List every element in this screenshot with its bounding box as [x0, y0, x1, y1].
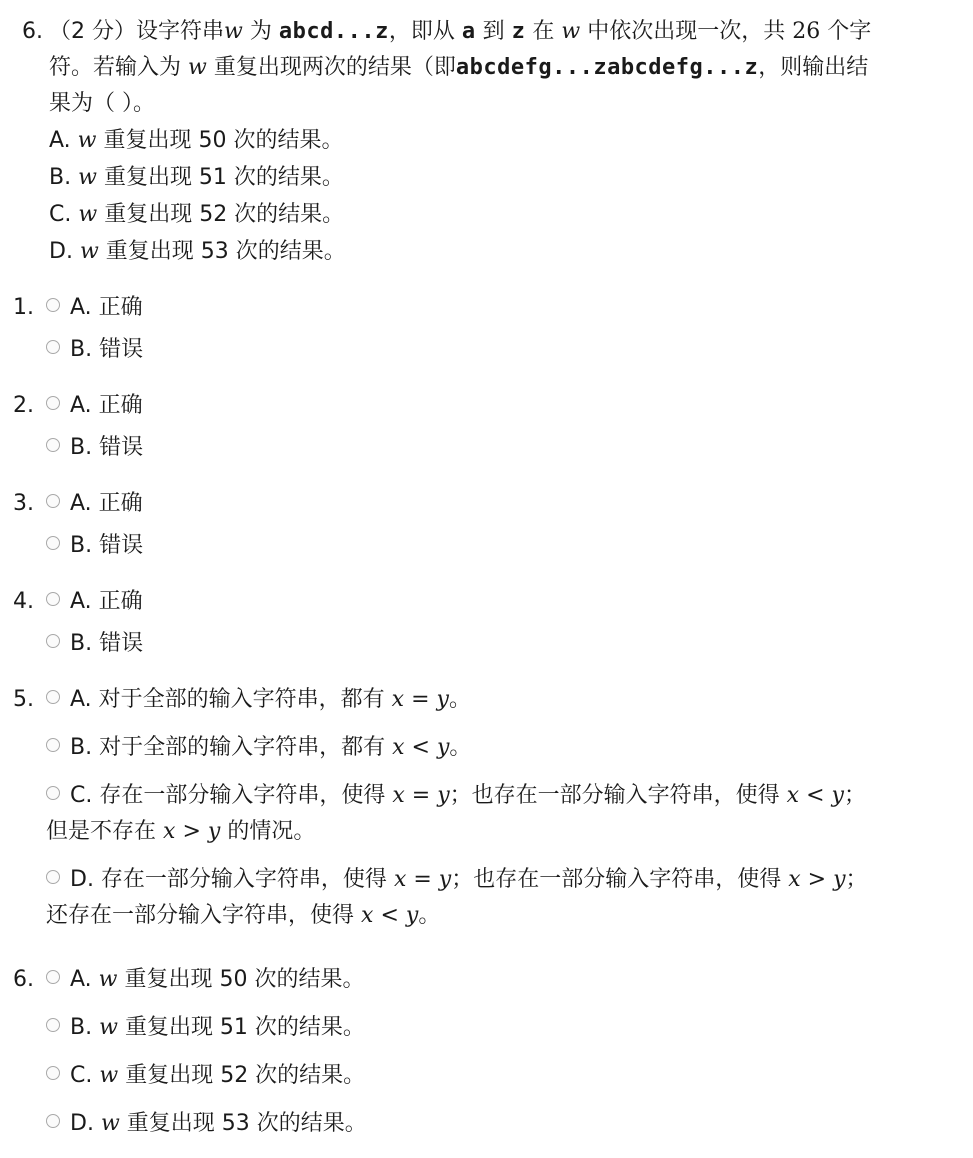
radio-button[interactable]	[46, 1018, 60, 1032]
option-text: 重复出现 52 次的结果。	[104, 202, 345, 227]
option-letter: D.	[70, 1111, 94, 1136]
math-var: y	[437, 783, 450, 808]
math-var: y	[833, 867, 846, 892]
answer-4-option-b[interactable]	[13, 626, 963, 662]
question-text: 符。若输入为	[49, 55, 182, 80]
radio-button[interactable]	[46, 592, 60, 606]
radio-button[interactable]	[46, 970, 60, 984]
answer-5-option-a[interactable]	[13, 682, 963, 718]
answer-6-option-d[interactable]	[13, 1106, 963, 1142]
math-var: w	[188, 55, 207, 80]
math-op: =	[411, 687, 430, 712]
math-var: x	[163, 819, 176, 844]
math-var: y	[831, 783, 844, 808]
option-label: 还存在一部分输入字符串，使得	[46, 903, 355, 928]
math-var: x	[392, 783, 405, 808]
option-letter: C.	[49, 202, 72, 227]
option-label: A. 正确	[70, 393, 143, 418]
math-var: w	[561, 19, 581, 44]
option-text: 重复出现 51 次的结果。	[103, 165, 344, 190]
question-text: 在	[532, 19, 555, 44]
answer-number: 1.	[13, 295, 34, 320]
radio-button[interactable]	[46, 634, 60, 648]
radio-button[interactable]	[46, 690, 60, 704]
option-text: 重复出现 53 次的结果。	[105, 239, 346, 264]
math-var: y	[207, 819, 221, 844]
answer-5-option-c[interactable]	[13, 778, 963, 850]
radio-button[interactable]	[46, 298, 60, 312]
option-label: D. 存在一部分输入字符串，使得	[70, 867, 387, 892]
question-text: 为	[249, 19, 272, 44]
code-text: abcdefg...zabcdefg...z	[455, 55, 759, 80]
math-var: y	[436, 735, 450, 760]
code-text: a	[461, 19, 476, 44]
math-var: w	[78, 202, 98, 227]
option-label: B. 错误	[70, 533, 144, 558]
math-var: x	[392, 735, 405, 760]
option-text: 重复出现 51 次的结果。	[124, 1015, 365, 1040]
answer-2-option-a[interactable]	[13, 388, 963, 424]
answer-4-option-a[interactable]	[13, 584, 963, 620]
question-number: 6.	[22, 19, 43, 44]
math-var: w	[78, 165, 97, 190]
option-letter: D.	[49, 239, 73, 264]
radio-button[interactable]	[46, 738, 60, 752]
punct: 。	[448, 687, 471, 712]
math-var: w	[99, 1063, 119, 1088]
option-label: A. 正确	[70, 491, 143, 516]
question-6	[22, 14, 962, 270]
answer-1-option-a[interactable]	[13, 290, 963, 326]
option-label: A. 正确	[70, 589, 143, 614]
answer-6-option-a[interactable]	[13, 962, 963, 998]
answer-1-option-b[interactable]	[13, 332, 963, 368]
question-option-d	[49, 233, 962, 270]
question-options	[22, 122, 962, 270]
option-text: 重复出现 50 次的结果。	[124, 967, 365, 992]
math-var: y	[405, 903, 419, 928]
radio-button[interactable]	[46, 396, 60, 410]
option-label: C. 存在一部分输入字符串，使得	[70, 783, 386, 808]
answer-number: 4.	[13, 589, 34, 614]
answer-number: 3.	[13, 491, 34, 516]
option-label: B. 错误	[70, 435, 144, 460]
radio-button[interactable]	[46, 340, 60, 354]
math-number: 26	[792, 19, 821, 44]
math-var: w	[77, 128, 97, 153]
question-text: 个字	[827, 19, 872, 44]
answer-6-option-b[interactable]	[13, 1010, 963, 1046]
math-var: x	[393, 867, 407, 892]
answer-6-option-c[interactable]	[13, 1058, 963, 1094]
option-label: ；也存在一部分输入字符串，使得	[451, 867, 782, 892]
question-line-2	[22, 50, 962, 86]
question-line-3: 果为（ ）。	[49, 91, 155, 116]
math-var: x	[361, 903, 374, 928]
radio-button[interactable]	[46, 870, 60, 884]
option-letter: A.	[70, 967, 92, 992]
math-var: w	[98, 967, 118, 992]
option-letter: C.	[70, 1063, 93, 1088]
math-var: w	[224, 19, 243, 44]
radio-button[interactable]	[46, 494, 60, 508]
question-text: （2 分）设字符串	[49, 19, 224, 44]
option-label: 但是不存在	[46, 819, 157, 844]
code-text: z	[511, 19, 526, 44]
math-var: y	[438, 867, 452, 892]
radio-button[interactable]	[46, 1114, 60, 1128]
punct: 。	[418, 903, 441, 928]
answer-3	[13, 486, 963, 584]
answer-3-option-a[interactable]	[13, 486, 963, 522]
answer-number: 5.	[13, 687, 34, 712]
punct: 。	[449, 735, 472, 760]
option-label: A. 正确	[70, 295, 143, 320]
math-op: >	[182, 819, 201, 844]
answer-3-option-b[interactable]	[13, 528, 963, 564]
option-letter: B.	[70, 1015, 93, 1040]
math-var: w	[100, 1111, 120, 1136]
question-text: 到	[482, 19, 505, 44]
answer-2	[13, 388, 963, 486]
radio-button[interactable]	[46, 536, 60, 550]
option-label: 的情况。	[227, 819, 316, 844]
answer-5	[13, 682, 963, 962]
question-text: ，则输出结	[758, 55, 869, 80]
option-letter: B.	[49, 165, 72, 190]
question-text: 中依次出现一次，共	[587, 19, 786, 44]
question-line-1	[22, 14, 962, 50]
math-op: <	[380, 903, 399, 928]
option-text: 重复出现 50 次的结果。	[103, 128, 344, 153]
punct: ；	[843, 783, 866, 808]
answer-4	[13, 584, 963, 682]
option-text: 重复出现 53 次的结果。	[126, 1111, 367, 1136]
math-var: x	[788, 867, 801, 892]
option-label: ；也存在一部分输入字符串，使得	[449, 783, 780, 808]
punct: ；	[845, 867, 868, 892]
question-option-c	[49, 196, 962, 233]
radio-button[interactable]	[46, 786, 60, 800]
math-var: x	[786, 783, 800, 808]
answer-number: 2.	[13, 393, 34, 418]
answer-sheet	[13, 290, 963, 1152]
answer-5-option-d[interactable]	[13, 862, 963, 934]
code-text: abcd...z	[278, 19, 389, 44]
math-op: =	[413, 867, 432, 892]
answer-number: 6.	[13, 967, 34, 992]
option-label: A. 对于全部的输入字符串，都有	[70, 687, 385, 712]
question-option-b	[49, 159, 962, 196]
math-var: x	[391, 687, 405, 712]
radio-button[interactable]	[46, 438, 60, 452]
option-label: B. 错误	[70, 631, 144, 656]
math-var: y	[436, 687, 449, 712]
answer-1	[13, 290, 963, 388]
radio-button[interactable]	[46, 1066, 60, 1080]
answer-2-option-b[interactable]	[13, 430, 963, 466]
math-var: w	[99, 1015, 118, 1040]
option-label: B. 对于全部的输入字符串，都有	[70, 735, 386, 760]
answer-6	[13, 962, 963, 1152]
option-text: 重复出现 52 次的结果。	[125, 1063, 366, 1088]
math-op: >	[807, 867, 827, 892]
math-op: =	[411, 783, 431, 808]
option-letter: A.	[49, 128, 71, 153]
math-op: <	[411, 735, 430, 760]
question-text: ，即从	[388, 19, 455, 44]
answer-5-option-b[interactable]	[13, 730, 963, 766]
math-var: w	[79, 239, 99, 264]
option-label: B. 错误	[70, 337, 144, 362]
math-op: <	[806, 783, 825, 808]
question-option-a	[49, 122, 962, 159]
question-text: 重复出现两次的结果（即	[213, 55, 456, 80]
